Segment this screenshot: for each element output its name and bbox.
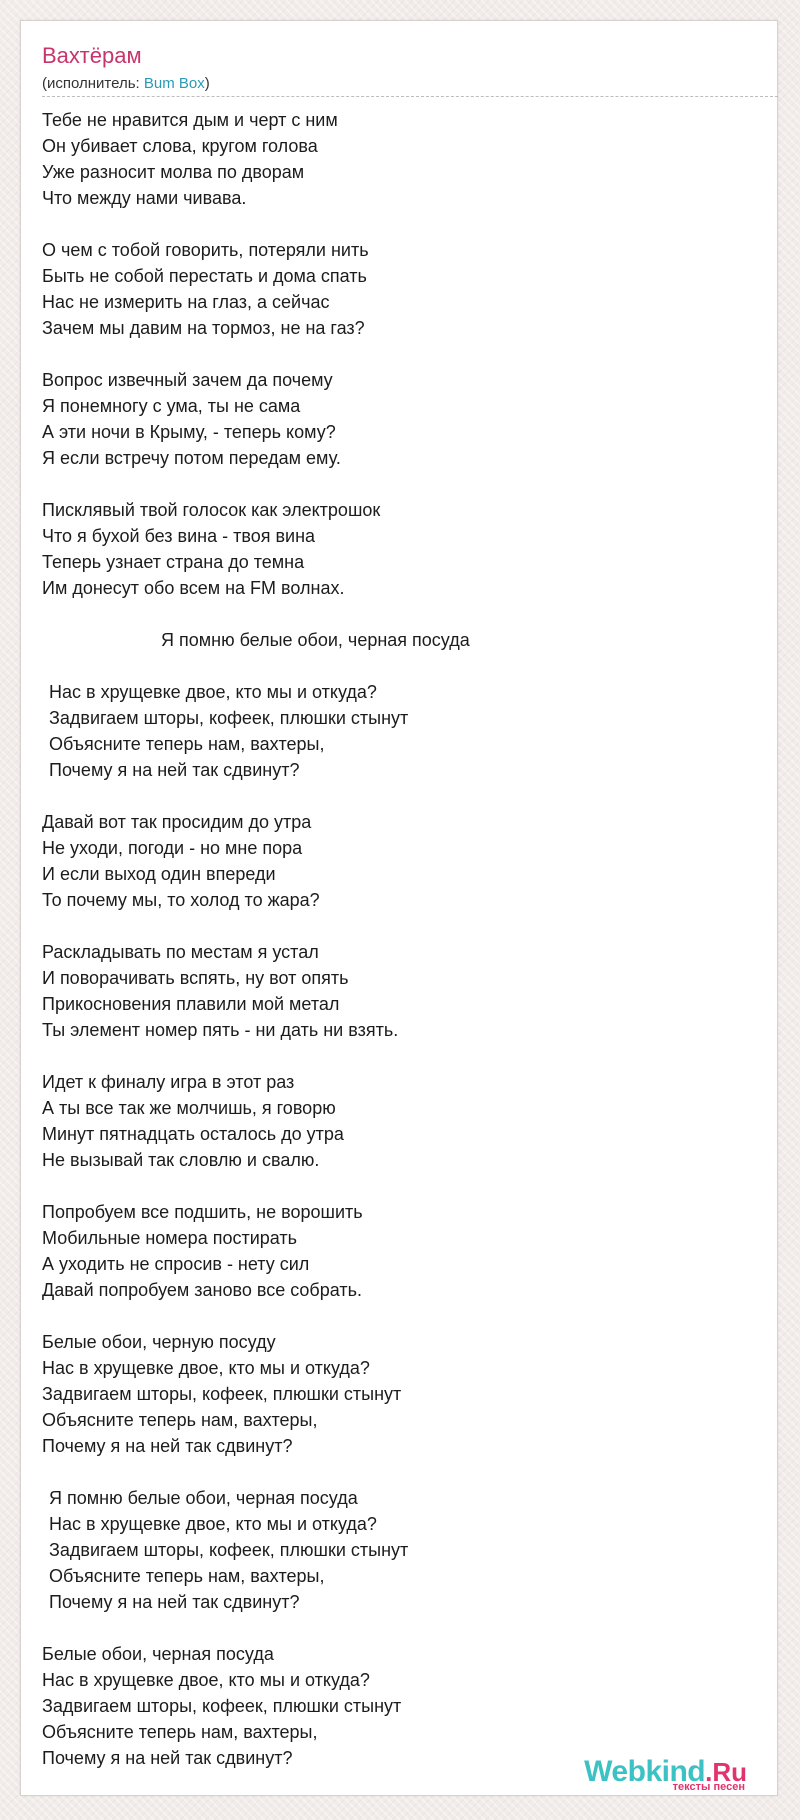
lyric-line: Нас в хрущевке двое, кто мы и откуда? xyxy=(49,1514,377,1534)
lyric-line: Объясните теперь нам, вахтеры, xyxy=(49,1566,325,1586)
lyric-line: Не вызывай так словлю и свалю. xyxy=(42,1150,320,1170)
lyric-line: Идет к финалу игра в этот раз xyxy=(42,1072,295,1092)
lyric-line: Раскладывать по местам я устал xyxy=(42,942,319,962)
lyric-line: Ты элемент номер пять - ни дать ни взять. xyxy=(42,1020,399,1040)
lyric-line: Почему я на ней так сдвинут? xyxy=(42,1436,293,1456)
lyric-line: А ты все так же молчишь, я говорю xyxy=(42,1098,336,1118)
lyric-line: Нас в хрущевке двое, кто мы и откуда? xyxy=(42,1358,370,1378)
lyric-line: Давай вот так просидим до утра xyxy=(42,812,312,832)
lyric-line: То почему мы, то холод то жара? xyxy=(42,890,320,910)
lyric-line: Что я бухой без вина - твоя вина xyxy=(42,526,316,546)
lyric-line: Задвигаем шторы, кофеек, плюшки стынут xyxy=(49,1540,409,1560)
lyrics-stanza xyxy=(42,627,742,653)
lyric-line: Не уходи, погоди - но мне пора xyxy=(42,838,303,858)
title-divider xyxy=(42,96,778,97)
logo-tagline: тексты песен xyxy=(672,1781,745,1793)
lyric-line: И если выход один впереди xyxy=(42,864,276,884)
lyrics-stanza xyxy=(42,1329,742,1459)
lyrics-stanza xyxy=(42,367,742,471)
performer-link[interactable]: Bum Box xyxy=(143,75,205,92)
lyric-line: Почему я на ней так сдвинут? xyxy=(49,1592,300,1612)
lyrics-stanza xyxy=(42,679,742,783)
lyric-line: Минут пятнадцать осталось до утра xyxy=(42,1124,344,1144)
lyric-line: Быть не собой перестать и дома спать xyxy=(42,266,367,286)
lyrics-stanza xyxy=(42,939,742,1043)
lyric-line: Объясните теперь нам, вахтеры, xyxy=(49,734,325,754)
lyric-line: Тебе не нравится дым и черт с ним xyxy=(42,110,338,130)
lyric-line: Задвигаем шторы, кофеек, плюшки стынут xyxy=(42,1384,402,1404)
lyrics-stanza xyxy=(42,497,742,601)
lyric-line: Объясните теперь нам, вахтеры, xyxy=(42,1410,318,1430)
performer-suffix: ) xyxy=(204,75,210,92)
lyric-line: Прикосновения плавили мой метал xyxy=(42,994,340,1014)
lyric-line: Я понемногу с ума, ты не сама xyxy=(42,396,301,416)
lyric-line: Я если встречу потом передам ему. xyxy=(42,448,341,468)
lyric-line: О чем с тобой говорить, потеряли нить xyxy=(42,240,369,260)
lyric-line: Нас в хрущевке двое, кто мы и откуда? xyxy=(49,682,377,702)
lyric-line: Белые обои, черная посуда xyxy=(42,1644,274,1664)
lyrics-stanza xyxy=(42,1641,742,1771)
site-logo[interactable] xyxy=(584,1755,747,1793)
lyric-line: Давай попробуем заново все собрать. xyxy=(42,1280,362,1300)
lyric-line: Объясните теперь нам, вахтеры, xyxy=(42,1722,318,1742)
lyric-line: Задвигаем шторы, кофеек, плюшки стынут xyxy=(42,1696,402,1716)
lyric-line: Вопрос извечный зачем да почему xyxy=(42,370,333,390)
lyric-line: Задвигаем шторы, кофеек, плюшки стынут xyxy=(49,708,409,728)
lyric-line: Им донесут обо всем на FM волнах. xyxy=(42,578,345,598)
lyrics-stanza xyxy=(42,237,742,341)
lyric-line: Зачем мы давим на тормоз, не на газ? xyxy=(42,318,365,338)
lyric-line: Нас в хрущевке двое, кто мы и откуда? xyxy=(42,1670,370,1690)
lyrics-stanza xyxy=(42,1199,742,1303)
lyric-line: Что между нами чивава. xyxy=(42,188,247,208)
lyric-line: Писклявый твой голосок как электрошок xyxy=(42,500,381,520)
lyrics-stanza xyxy=(42,1485,742,1615)
lyric-line: Я помню белые обои, черная посуда xyxy=(161,630,470,650)
song-title: Вахтёрам xyxy=(42,43,142,68)
lyrics-text xyxy=(42,107,742,1797)
lyrics-card xyxy=(20,20,778,1796)
lyric-line: Почему я на ней так сдвинут? xyxy=(42,1748,293,1768)
lyric-line: Нас не измерить на глаз, а сейчас xyxy=(42,292,330,312)
lyric-line: А уходить не спросив - нету сил xyxy=(42,1254,310,1274)
performer-prefix: (исполнитель: xyxy=(42,75,144,92)
logo-name: Webkind xyxy=(584,1755,706,1788)
performer-line xyxy=(42,75,210,93)
lyric-line: Почему я на ней так сдвинут? xyxy=(49,760,300,780)
lyric-line: Он убивает слова, кругом голова xyxy=(42,136,318,156)
lyrics-stanza xyxy=(42,809,742,913)
lyric-line: Теперь узнает страна до темна xyxy=(42,552,305,572)
lyric-line: Мобильные номера постирать xyxy=(42,1228,298,1248)
lyric-line: Уже разносит молва по дворам xyxy=(42,162,305,182)
lyrics-stanza xyxy=(42,107,742,211)
lyrics-stanza xyxy=(42,1069,742,1173)
lyric-line: Попробуем все подшить, не ворошить xyxy=(42,1202,363,1222)
lyric-line: Белые обои, черную посуду xyxy=(42,1332,276,1352)
lyric-line: И поворачивать вспять, ну вот опять xyxy=(42,968,349,988)
lyric-line: Я помню белые обои, черная посуда xyxy=(49,1488,358,1508)
lyric-line: А эти ночи в Крыму, - теперь кому? xyxy=(42,422,336,442)
logo-tld: .Ru xyxy=(705,1757,747,1787)
